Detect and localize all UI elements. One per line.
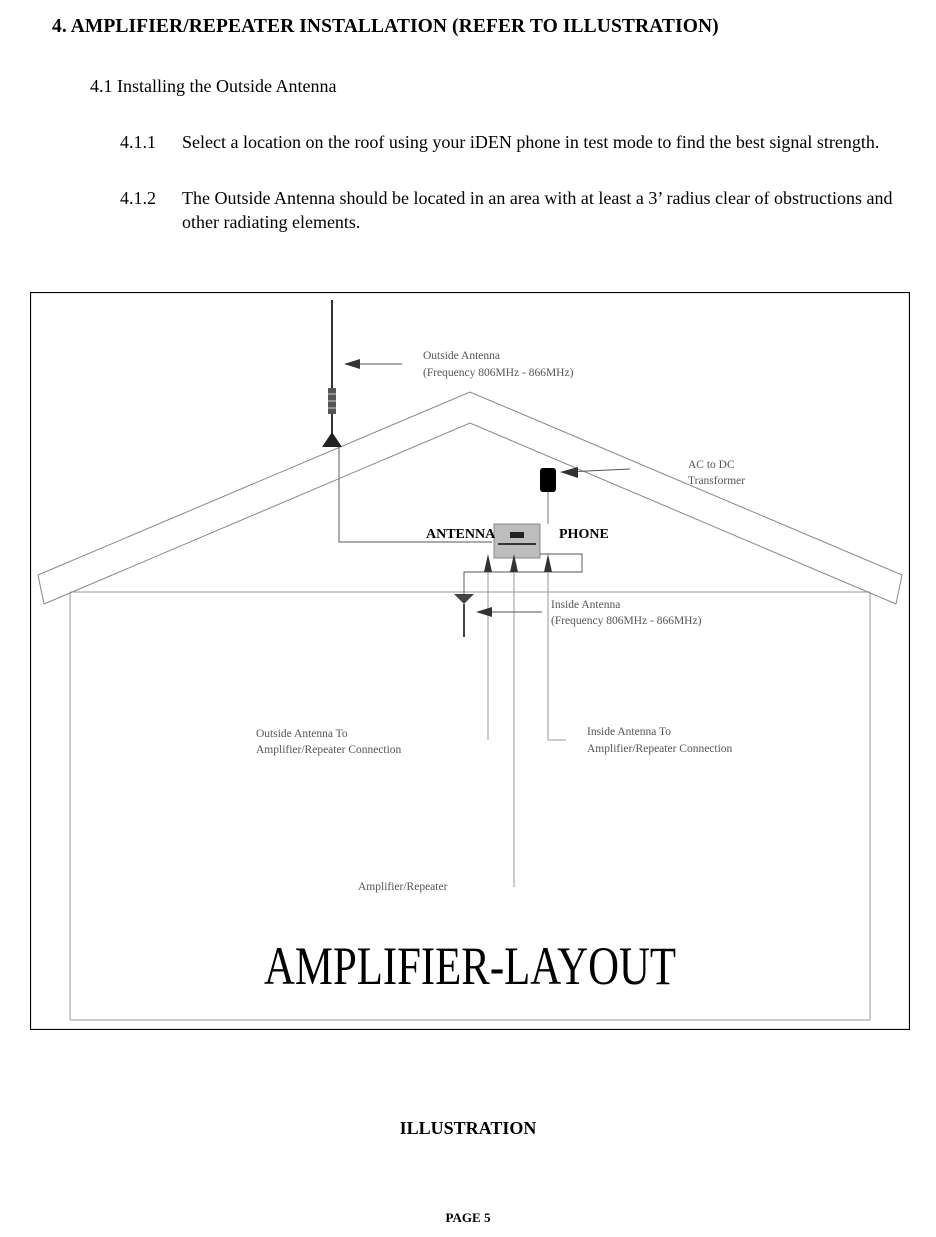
- item-number: 4.1.1: [120, 132, 156, 152]
- antenna-port-label: ANTENNA: [426, 527, 496, 542]
- amplifier-label: Amplifier/Repeater: [358, 881, 448, 893]
- page-number: PAGE 5: [445, 1210, 491, 1225]
- inside-connection-label: Inside Antenna To: [587, 726, 671, 738]
- transformer-icon: [540, 468, 556, 492]
- phone-port-label: PHONE: [559, 527, 609, 542]
- outside-antenna-label: Outside Antenna: [423, 350, 500, 362]
- outside-connection-label: Outside Antenna To: [256, 728, 348, 740]
- outside-connection-sublabel: Amplifier/Repeater Connection: [256, 744, 402, 756]
- layout-title: AMPLIFIER-LAYOUT: [264, 936, 677, 996]
- figure-caption: ILLUSTRATION: [399, 1118, 537, 1138]
- amplifier-unit: [494, 524, 540, 558]
- outside-antenna-frequency: (Frequency 806MHz - 866MHz): [423, 367, 574, 379]
- item-text: Select a location on the roof using your iDEN phone in test mode to find the best signal strength.: [182, 132, 880, 152]
- inside-antenna-label: Inside Antenna: [551, 599, 621, 611]
- figure-frame: [31, 293, 910, 1030]
- item-number: 4.1.2: [120, 188, 156, 208]
- ac-dc-label: AC to DC: [688, 459, 735, 471]
- section-heading: 4. AMPLIFIER/REPEATER INSTALLATION (REFER TO ILLUSTRATION): [52, 16, 719, 37]
- inside-connection-sublabel: Amplifier/Repeater Connection: [587, 743, 733, 755]
- inside-antenna-frequency: (Frequency 806MHz - 866MHz): [551, 615, 702, 627]
- item-text: The Outside Antenna should be located in an area with at least a 3’ radius clear of obstructions and other radiating elements.: [182, 188, 893, 232]
- transformer-label: Transformer: [688, 475, 746, 487]
- amplifier-layout-illustration: [30, 292, 910, 1030]
- subsection-heading: 4.1 Installing the Outside Antenna: [90, 76, 337, 96]
